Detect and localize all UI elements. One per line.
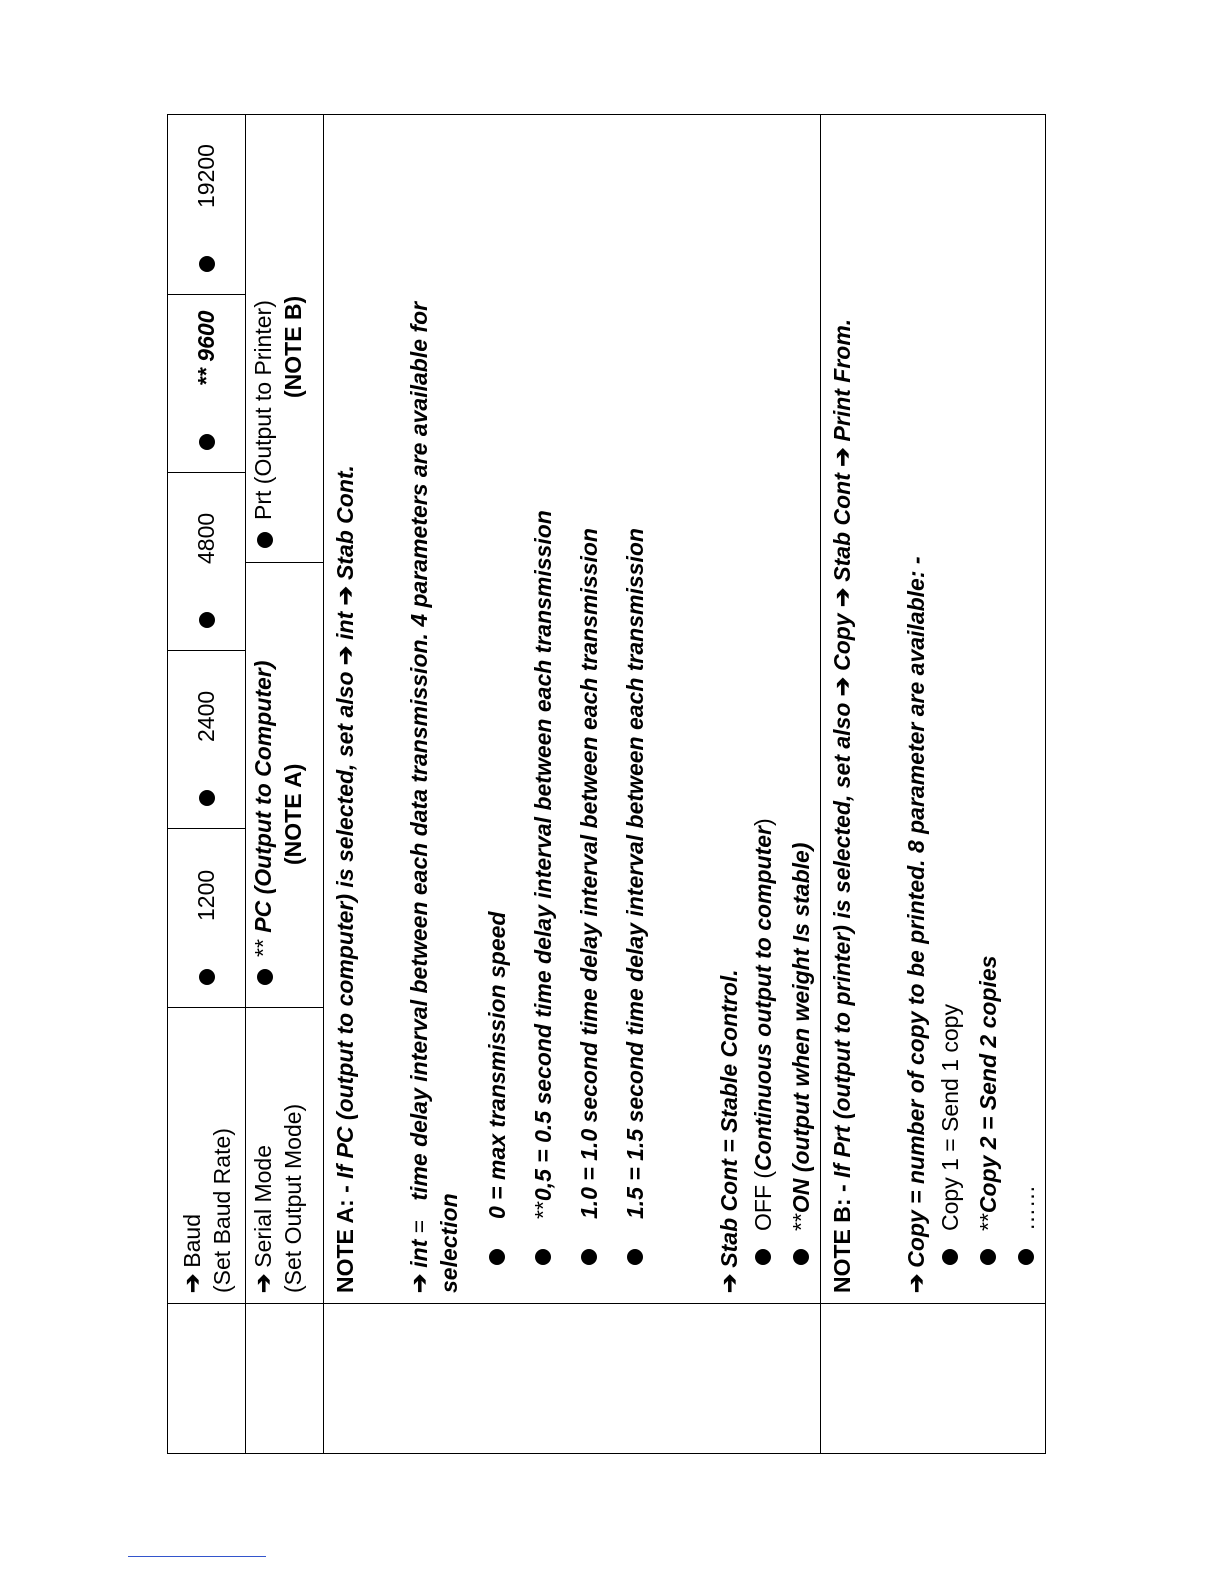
baud-option-2400[interactable] [168, 650, 245, 828]
note-a-heading-int: int [332, 611, 358, 640]
bullet-icon [199, 256, 215, 272]
serial-mode-sublabel: (Set Output Mode) [280, 1103, 306, 1293]
int-option-text: 0 = max transmission speed [484, 911, 510, 1219]
int-label: int [406, 1239, 432, 1268]
bullet-icon [489, 1249, 505, 1265]
copy-option: ** Copy 2 = Send 2 copies [969, 125, 1007, 1293]
note-b-heading-stab: Stab Cont [829, 473, 855, 582]
pc-prefix: ** [250, 932, 276, 957]
stab-option: OFF ( Continuous output to computer ) [744, 125, 782, 1293]
bullet-icon [627, 1249, 643, 1265]
baud-option-label-default: ** 9600 [193, 310, 219, 386]
serial-mode-label-cell [246, 1007, 323, 1303]
arrow-right-icon: ➔ [829, 676, 855, 697]
copy-desc: Copy = number of copy to be printed. 8 parameter are available: - [903, 556, 929, 1268]
bullet-icon [755, 1249, 771, 1265]
arrow-right-icon: ➔ [178, 1273, 205, 1293]
arrow-right-icon: ➔ [250, 1273, 276, 1293]
note-a-heading [330, 125, 360, 1293]
baud-option-label: 1200 [193, 869, 219, 921]
int-desc-continued: selection [436, 1193, 462, 1293]
pc-note: (NOTE A) [280, 763, 306, 865]
stab-option-text: ON (output when weight Is stable) [788, 842, 814, 1214]
baud-option-label: 4800 [193, 512, 219, 564]
bullet-icon [257, 532, 273, 548]
bullet-icon [581, 1249, 597, 1265]
bullet-icon [980, 1249, 996, 1265]
baud-row [168, 115, 246, 1454]
page-content [167, 115, 1039, 1454]
baud-option-9600[interactable] [168, 294, 245, 472]
int-option [566, 125, 612, 1293]
note-b-cell [821, 115, 1046, 1304]
int-option [612, 125, 658, 1293]
stab-option: ** ON (output when weight Is stable) [782, 125, 820, 1293]
settings-table [167, 114, 1046, 1454]
copy-option-text: …… [1013, 1185, 1039, 1231]
stab-option-text: Continuous output to computer [750, 826, 776, 1171]
baud-label-cell [168, 1007, 245, 1303]
note-a-cell [324, 115, 821, 1304]
note-b-row [821, 115, 1046, 1454]
int-description [404, 125, 434, 1293]
note-a-heading-stab: Stab Cont. [332, 465, 358, 581]
baud-content [168, 115, 246, 1304]
note-a-row [324, 115, 821, 1454]
arrow-right-icon: ➔ [716, 1273, 742, 1293]
note-b-heading-print: Print From. [829, 318, 855, 442]
bullet-icon [793, 1249, 809, 1265]
arrow-right-icon: ➔ [332, 586, 358, 606]
bullet-icon [535, 1249, 551, 1265]
note-b-prefix: NOTE B: - [829, 1178, 855, 1293]
prt-label: Prt (Output to Printer) [250, 300, 276, 520]
footnote-rule [128, 1556, 266, 1557]
copy-option-text: Copy 1 = Send 1 copy [937, 1004, 963, 1231]
serial-mode-content [246, 115, 324, 1304]
stab-description [714, 125, 744, 1293]
bullet-icon [257, 969, 273, 985]
baud-option-1200[interactable] [168, 828, 245, 1007]
arrow-right-icon: ➔ [332, 645, 358, 666]
blank-cell [246, 1304, 324, 1454]
int-eq: = [406, 1213, 432, 1240]
int-desc: time delay interval between each data transmission. 4 parameters are available for [406, 301, 432, 1201]
baud-sublabel: (Set Baud Rate) [208, 1128, 235, 1293]
serial-mode-row [246, 115, 324, 1454]
int-option-text: 1.5 = 1.5 second time delay interval between each transmission [622, 528, 648, 1219]
mode-option-prt[interactable] [246, 116, 323, 562]
int-option-text: 1.0 = 1.0 second time delay interval between each transmission [576, 528, 602, 1219]
copy-description [901, 125, 931, 1293]
baud-label: Baud [178, 1214, 205, 1268]
baud-option-label: 19200 [193, 144, 219, 208]
copy-option-text: Copy 2 = Send 2 copies [975, 955, 1001, 1214]
note-b-heading-copy: Copy [829, 613, 855, 671]
copy-option [931, 125, 969, 1293]
note-b-heading-text: If Prt (output to printer) is selected, set also [829, 702, 855, 1178]
bullet-icon [942, 1249, 958, 1265]
bullet-icon [199, 612, 215, 628]
arrow-right-icon: ➔ [903, 1273, 929, 1293]
blank-cell [821, 1304, 1046, 1454]
arrow-right-icon: ➔ [829, 447, 855, 467]
baud-option-label: 2400 [193, 690, 219, 742]
int-option [474, 125, 520, 1293]
int-option-text: 0,5 = 0.5 second time delay interval between each transmission [530, 510, 556, 1202]
blank-cell [324, 1304, 821, 1454]
pc-label: PC (Output to Computer) [250, 660, 276, 933]
arrow-right-icon: ➔ [406, 1273, 432, 1293]
serial-mode-label: Serial Mode [250, 1144, 276, 1268]
bullet-icon [1018, 1249, 1034, 1265]
stab-label: Stab Cont = Stable Control. [716, 969, 742, 1268]
copy-option [1007, 125, 1045, 1293]
baud-option-4800[interactable] [168, 472, 245, 650]
arrow-right-icon: ➔ [829, 587, 855, 608]
note-b-heading [827, 125, 857, 1293]
mode-option-pc[interactable] [246, 562, 323, 1007]
blank-cell [168, 1304, 246, 1454]
bullet-icon [199, 969, 215, 985]
prt-note: (NOTE B) [280, 295, 306, 398]
baud-option-19200[interactable] [168, 116, 245, 294]
rotated-page [167, 115, 1039, 1454]
bullet-icon [199, 434, 215, 450]
note-a-heading-text: If PC (output to computer) is selected, set also [332, 671, 358, 1179]
int-option: ** 0,5 = 0.5 second time delay interval between each transmission [520, 125, 566, 1293]
bullet-icon [199, 790, 215, 806]
note-a-prefix: NOTE A: - [332, 1178, 358, 1293]
